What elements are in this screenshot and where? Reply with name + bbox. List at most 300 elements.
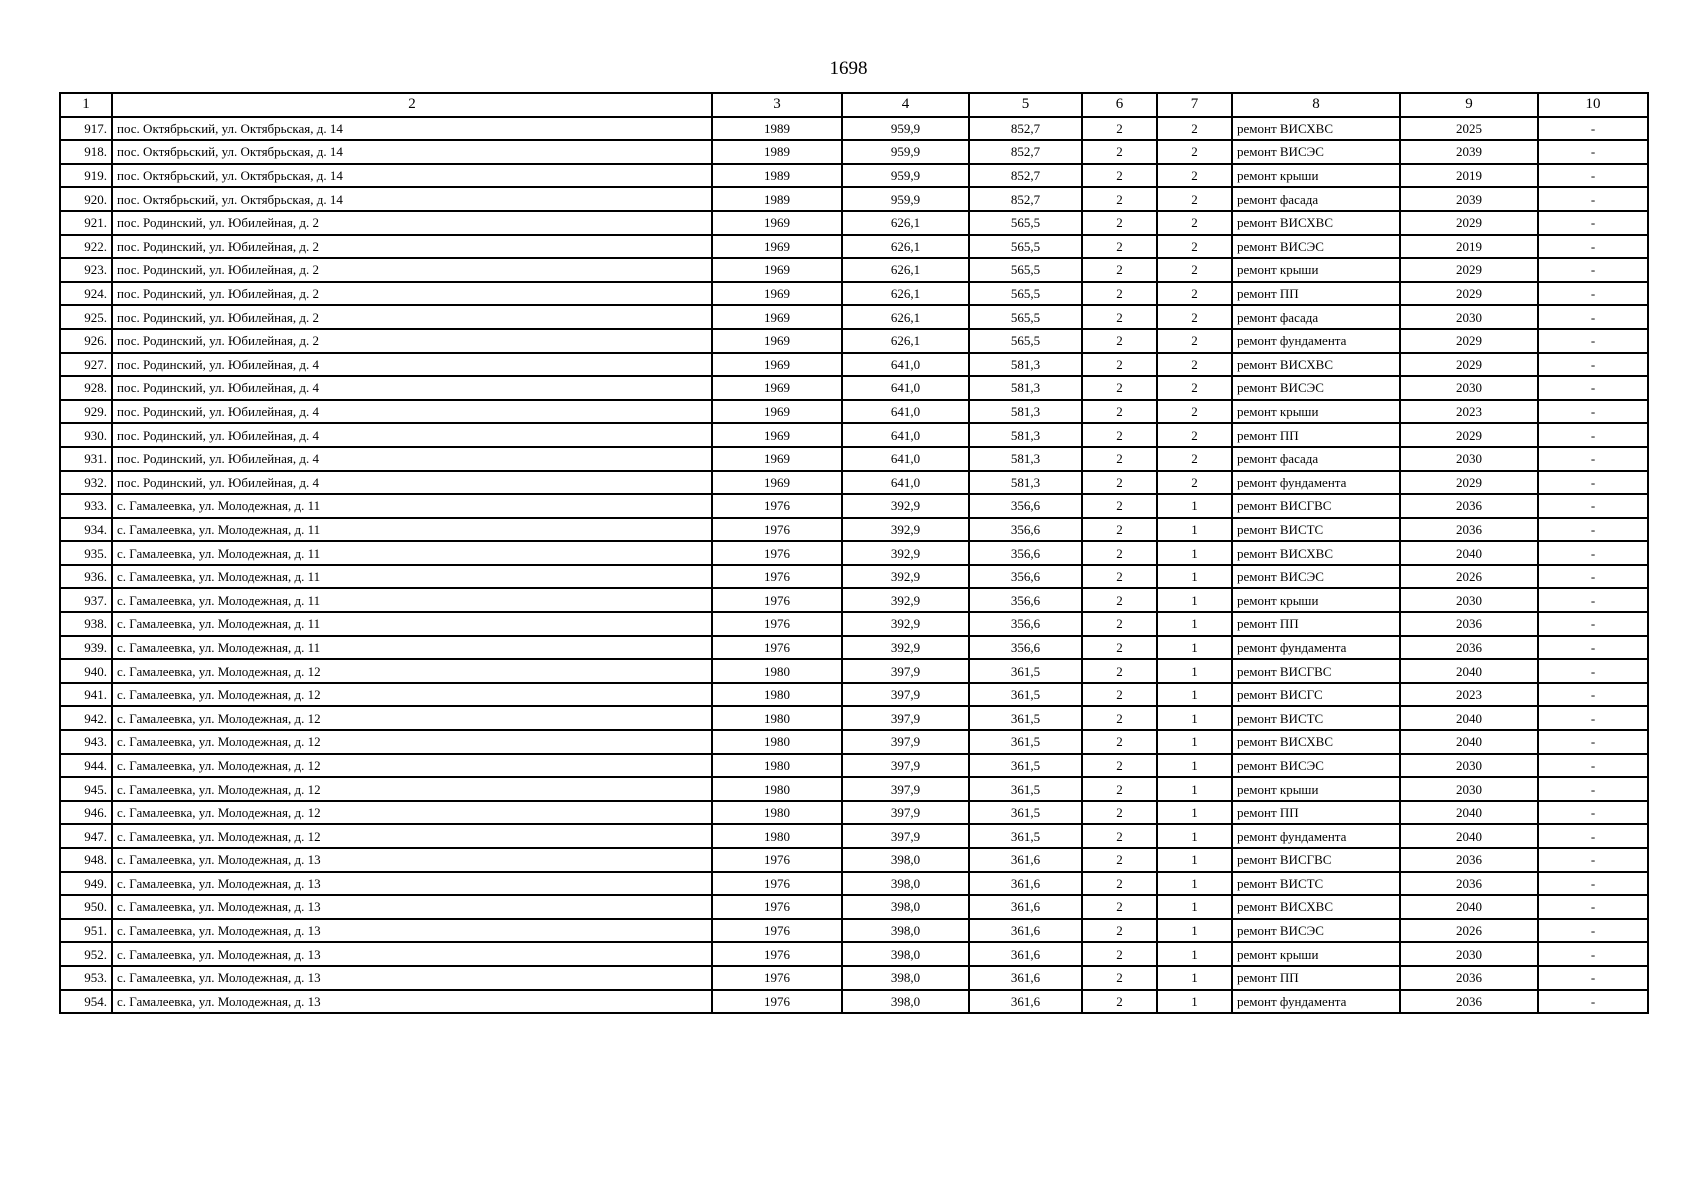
cell-work-type: ремонт фундамента [1232,329,1400,353]
cell-total-area: 641,0 [842,471,969,495]
cell-year-built: 1976 [712,966,842,990]
cell-column-10-value: - [1538,872,1648,896]
cell-address: пос. Октябрьский, ул. Октябрьская, д. 14 [112,117,712,141]
cell-total-area: 641,0 [842,423,969,447]
cell-total-area: 398,0 [842,848,969,872]
cell-planned-year: 2036 [1400,990,1538,1014]
cell-column-10-value: - [1538,471,1648,495]
cell-living-area: 356,6 [969,612,1082,636]
cell-entrances: 2 [1157,329,1232,353]
cell-row-number: 944. [60,754,112,778]
table-row [60,187,1648,211]
cell-address: пос. Родинский, ул. Юбилейная, д. 2 [112,282,712,306]
cell-planned-year: 2029 [1400,423,1538,447]
cell-row-number: 947. [60,824,112,848]
cell-work-type: ремонт фундамента [1232,471,1400,495]
cell-row-number: 924. [60,282,112,306]
cell-work-type: ремонт ПП [1232,966,1400,990]
cell-column-10-value: - [1538,353,1648,377]
cell-row-number: 949. [60,872,112,896]
cell-entrances: 1 [1157,565,1232,589]
cell-address: пос. Родинский, ул. Юбилейная, д. 4 [112,353,712,377]
cell-living-area: 361,5 [969,801,1082,825]
cell-planned-year: 2019 [1400,235,1538,259]
cell-living-area: 565,5 [969,282,1082,306]
cell-total-area: 626,1 [842,305,969,329]
cell-column-10-value: - [1538,966,1648,990]
cell-work-type: ремонт ВИСТС [1232,872,1400,896]
table-body [60,93,1648,1013]
cell-year-built: 1969 [712,329,842,353]
cell-entrances: 1 [1157,942,1232,966]
cell-column-10-value: - [1538,895,1648,919]
cell-row-number: 930. [60,423,112,447]
cell-living-area: 356,6 [969,588,1082,612]
cell-total-area: 397,9 [842,659,969,683]
cell-work-type: ремонт фасада [1232,447,1400,471]
cell-planned-year: 2040 [1400,801,1538,825]
cell-column-10-value: - [1538,376,1648,400]
cell-planned-year: 2039 [1400,187,1538,211]
cell-entrances: 1 [1157,919,1232,943]
cell-year-built: 1976 [712,990,842,1014]
cell-work-type: ремонт ПП [1232,801,1400,825]
cell-planned-year: 2036 [1400,966,1538,990]
cell-work-type: ремонт ВИСЭС [1232,140,1400,164]
cell-entrances: 1 [1157,612,1232,636]
cell-year-built: 1976 [712,895,842,919]
cell-row-number: 936. [60,565,112,589]
cell-column-10-value: - [1538,494,1648,518]
cell-entrances: 2 [1157,164,1232,188]
cell-floors: 2 [1082,140,1157,164]
cell-year-built: 1980 [712,754,842,778]
cell-living-area: 852,7 [969,164,1082,188]
cell-row-number: 919. [60,164,112,188]
cell-total-area: 392,9 [842,541,969,565]
cell-living-area: 361,5 [969,706,1082,730]
cell-floors: 2 [1082,353,1157,377]
repair-schedule-table [59,92,1649,1014]
cell-address: пос. Родинский, ул. Юбилейная, д. 2 [112,329,712,353]
cell-column-10-value: - [1538,518,1648,542]
cell-column-10-value: - [1538,754,1648,778]
cell-floors: 2 [1082,235,1157,259]
cell-entrances: 1 [1157,801,1232,825]
cell-address: с. Гамалеевка, ул. Молодежная, д. 13 [112,990,712,1014]
cell-planned-year: 2030 [1400,447,1538,471]
cell-living-area: 361,5 [969,824,1082,848]
cell-entrances: 1 [1157,706,1232,730]
cell-address: с. Гамалеевка, ул. Молодежная, д. 13 [112,919,712,943]
cell-floors: 2 [1082,919,1157,943]
cell-entrances: 1 [1157,659,1232,683]
table-row [60,211,1648,235]
cell-living-area: 361,6 [969,895,1082,919]
table-row [60,140,1648,164]
cell-planned-year: 2040 [1400,895,1538,919]
cell-work-type: ремонт крыши [1232,588,1400,612]
cell-planned-year: 2040 [1400,541,1538,565]
cell-entrances: 2 [1157,376,1232,400]
cell-floors: 2 [1082,872,1157,896]
cell-total-area: 641,0 [842,447,969,471]
cell-address: с. Гамалеевка, ул. Молодежная, д. 12 [112,754,712,778]
cell-row-number: 918. [60,140,112,164]
cell-floors: 2 [1082,187,1157,211]
cell-total-area: 397,9 [842,824,969,848]
table-row [60,872,1648,896]
cell-living-area: 581,3 [969,353,1082,377]
table-row [60,777,1648,801]
cell-floors: 2 [1082,966,1157,990]
cell-planned-year: 2019 [1400,164,1538,188]
cell-work-type: ремонт фундамента [1232,990,1400,1014]
cell-address: пос. Родинский, ул. Юбилейная, д. 4 [112,400,712,424]
cell-address: с. Гамалеевка, ул. Молодежная, д. 13 [112,895,712,919]
cell-address: с. Гамалеевка, ул. Молодежная, д. 12 [112,824,712,848]
cell-row-number: 941. [60,683,112,707]
cell-living-area: 361,5 [969,754,1082,778]
table-row [60,730,1648,754]
table-row [60,541,1648,565]
cell-address: с. Гамалеевка, ул. Молодежная, д. 11 [112,494,712,518]
cell-entrances: 1 [1157,990,1232,1014]
cell-floors: 2 [1082,329,1157,353]
table-row [60,329,1648,353]
cell-column-10-value: - [1538,447,1648,471]
table-row [60,612,1648,636]
cell-planned-year: 2030 [1400,305,1538,329]
cell-work-type: ремонт ВИСЭС [1232,376,1400,400]
cell-address: с. Гамалеевка, ул. Молодежная, д. 11 [112,565,712,589]
cell-address: пос. Родинский, ул. Юбилейная, д. 2 [112,235,712,259]
cell-column-10-value: - [1538,730,1648,754]
cell-planned-year: 2030 [1400,754,1538,778]
cell-work-type: ремонт ВИСГВС [1232,494,1400,518]
cell-living-area: 852,7 [969,140,1082,164]
cell-column-10-value: - [1538,612,1648,636]
cell-total-area: 626,1 [842,258,969,282]
cell-address: с. Гамалеевка, ул. Молодежная, д. 13 [112,872,712,896]
cell-living-area: 361,5 [969,683,1082,707]
cell-column-10-value: - [1538,565,1648,589]
column-header: 1 [60,93,112,117]
cell-row-number: 928. [60,376,112,400]
cell-living-area: 361,6 [969,872,1082,896]
cell-address: пос. Родинский, ул. Юбилейная, д. 2 [112,258,712,282]
table-row [60,117,1648,141]
cell-address: пос. Родинский, ул. Юбилейная, д. 4 [112,471,712,495]
cell-row-number: 925. [60,305,112,329]
cell-work-type: ремонт ВИСЭС [1232,235,1400,259]
cell-work-type: ремонт ВИСХВС [1232,541,1400,565]
cell-entrances: 1 [1157,494,1232,518]
cell-work-type: ремонт ВИСГС [1232,683,1400,707]
cell-row-number: 917. [60,117,112,141]
cell-work-type: ремонт ВИСХВС [1232,895,1400,919]
cell-total-area: 959,9 [842,187,969,211]
cell-row-number: 950. [60,895,112,919]
cell-address: пос. Родинский, ул. Юбилейная, д. 2 [112,211,712,235]
cell-row-number: 952. [60,942,112,966]
cell-column-10-value: - [1538,258,1648,282]
cell-entrances: 2 [1157,423,1232,447]
cell-year-built: 1980 [712,683,842,707]
cell-living-area: 581,3 [969,423,1082,447]
cell-row-number: 931. [60,447,112,471]
cell-year-built: 1980 [712,824,842,848]
cell-total-area: 397,9 [842,730,969,754]
cell-column-10-value: - [1538,706,1648,730]
cell-address: пос. Родинский, ул. Юбилейная, д. 4 [112,447,712,471]
cell-year-built: 1976 [712,588,842,612]
cell-work-type: ремонт ВИСГВС [1232,659,1400,683]
cell-living-area: 361,5 [969,730,1082,754]
cell-column-10-value: - [1538,282,1648,306]
cell-year-built: 1976 [712,942,842,966]
cell-year-built: 1989 [712,164,842,188]
cell-total-area: 641,0 [842,353,969,377]
cell-living-area: 565,5 [969,329,1082,353]
cell-living-area: 356,6 [969,636,1082,660]
table-row [60,258,1648,282]
cell-living-area: 852,7 [969,117,1082,141]
cell-year-built: 1969 [712,258,842,282]
cell-planned-year: 2030 [1400,376,1538,400]
cell-planned-year: 2029 [1400,353,1538,377]
cell-work-type: ремонт крыши [1232,942,1400,966]
column-header: 6 [1082,93,1157,117]
table-row [60,942,1648,966]
cell-column-10-value: - [1538,423,1648,447]
cell-year-built: 1969 [712,376,842,400]
cell-total-area: 959,9 [842,164,969,188]
cell-work-type: ремонт ВИСХВС [1232,117,1400,141]
column-header: 4 [842,93,969,117]
cell-total-area: 392,9 [842,494,969,518]
cell-entrances: 1 [1157,683,1232,707]
cell-entrances: 1 [1157,730,1232,754]
cell-planned-year: 2040 [1400,706,1538,730]
cell-entrances: 2 [1157,471,1232,495]
cell-floors: 2 [1082,659,1157,683]
cell-floors: 2 [1082,400,1157,424]
cell-planned-year: 2025 [1400,117,1538,141]
cell-work-type: ремонт ВИСГВС [1232,848,1400,872]
cell-work-type: ремонт ВИСХВС [1232,730,1400,754]
cell-address: пос. Родинский, ул. Юбилейная, д. 4 [112,376,712,400]
column-header: 9 [1400,93,1538,117]
table-row [60,801,1648,825]
table-row [60,824,1648,848]
cell-total-area: 392,9 [842,588,969,612]
table-header-row [60,93,1648,117]
table-row [60,400,1648,424]
cell-year-built: 1980 [712,706,842,730]
cell-living-area: 361,5 [969,659,1082,683]
cell-living-area: 356,6 [969,518,1082,542]
cell-work-type: ремонт ПП [1232,612,1400,636]
cell-total-area: 398,0 [842,942,969,966]
table-row [60,376,1648,400]
cell-row-number: 940. [60,659,112,683]
cell-floors: 2 [1082,211,1157,235]
cell-total-area: 959,9 [842,117,969,141]
cell-entrances: 1 [1157,966,1232,990]
table-row [60,518,1648,542]
cell-year-built: 1969 [712,471,842,495]
cell-address: пос. Октябрьский, ул. Октябрьская, д. 14 [112,140,712,164]
cell-living-area: 581,3 [969,447,1082,471]
cell-living-area: 852,7 [969,187,1082,211]
cell-row-number: 945. [60,777,112,801]
cell-entrances: 1 [1157,541,1232,565]
cell-row-number: 922. [60,235,112,259]
cell-living-area: 581,3 [969,376,1082,400]
cell-year-built: 1989 [712,140,842,164]
cell-address: с. Гамалеевка, ул. Молодежная, д. 11 [112,541,712,565]
cell-address: с. Гамалеевка, ул. Молодежная, д. 13 [112,966,712,990]
column-header: 2 [112,93,712,117]
table-row [60,966,1648,990]
cell-column-10-value: - [1538,801,1648,825]
cell-year-built: 1976 [712,612,842,636]
cell-entrances: 2 [1157,258,1232,282]
table-row [60,683,1648,707]
cell-year-built: 1989 [712,187,842,211]
cell-work-type: ремонт ВИСХВС [1232,353,1400,377]
cell-entrances: 1 [1157,895,1232,919]
cell-floors: 2 [1082,305,1157,329]
column-header: 3 [712,93,842,117]
cell-row-number: 934. [60,518,112,542]
cell-row-number: 954. [60,990,112,1014]
cell-floors: 2 [1082,706,1157,730]
cell-floors: 2 [1082,754,1157,778]
cell-entrances: 2 [1157,117,1232,141]
cell-entrances: 2 [1157,282,1232,306]
cell-column-10-value: - [1538,305,1648,329]
table-row [60,447,1648,471]
cell-floors: 2 [1082,990,1157,1014]
cell-work-type: ремонт ВИСТС [1232,518,1400,542]
cell-planned-year: 2029 [1400,329,1538,353]
cell-floors: 2 [1082,612,1157,636]
cell-floors: 2 [1082,942,1157,966]
cell-year-built: 1976 [712,872,842,896]
cell-work-type: ремонт фасада [1232,305,1400,329]
cell-address: с. Гамалеевка, ул. Молодежная, д. 11 [112,588,712,612]
cell-total-area: 392,9 [842,518,969,542]
cell-total-area: 392,9 [842,636,969,660]
table-row [60,164,1648,188]
cell-work-type: ремонт ВИСЭС [1232,565,1400,589]
table-row [60,471,1648,495]
cell-work-type: ремонт крыши [1232,164,1400,188]
cell-entrances: 2 [1157,305,1232,329]
cell-total-area: 641,0 [842,400,969,424]
cell-row-number: 927. [60,353,112,377]
table-row [60,754,1648,778]
cell-living-area: 356,6 [969,565,1082,589]
cell-floors: 2 [1082,376,1157,400]
cell-total-area: 641,0 [842,376,969,400]
cell-column-10-value: - [1538,140,1648,164]
cell-address: с. Гамалеевка, ул. Молодежная, д. 13 [112,848,712,872]
cell-address: с. Гамалеевка, ул. Молодежная, д. 12 [112,683,712,707]
cell-total-area: 398,0 [842,895,969,919]
cell-address: с. Гамалеевка, ул. Молодежная, д. 11 [112,636,712,660]
cell-living-area: 565,5 [969,305,1082,329]
cell-floors: 2 [1082,636,1157,660]
cell-year-built: 1976 [712,565,842,589]
cell-year-built: 1976 [712,494,842,518]
cell-row-number: 923. [60,258,112,282]
cell-year-built: 1980 [712,801,842,825]
cell-planned-year: 2029 [1400,282,1538,306]
cell-total-area: 626,1 [842,211,969,235]
cell-planned-year: 2036 [1400,872,1538,896]
cell-address: с. Гамалеевка, ул. Молодежная, д. 12 [112,730,712,754]
cell-row-number: 943. [60,730,112,754]
cell-total-area: 392,9 [842,565,969,589]
table-row [60,305,1648,329]
table-row [60,706,1648,730]
cell-total-area: 398,0 [842,919,969,943]
cell-year-built: 1969 [712,211,842,235]
cell-floors: 2 [1082,848,1157,872]
cell-work-type: ремонт крыши [1232,258,1400,282]
cell-work-type: ремонт ПП [1232,423,1400,447]
cell-living-area: 361,6 [969,919,1082,943]
table-row [60,919,1648,943]
cell-year-built: 1976 [712,848,842,872]
cell-total-area: 397,9 [842,706,969,730]
cell-total-area: 626,1 [842,235,969,259]
cell-year-built: 1969 [712,235,842,259]
cell-planned-year: 2036 [1400,494,1538,518]
cell-year-built: 1980 [712,777,842,801]
cell-total-area: 398,0 [842,990,969,1014]
cell-total-area: 626,1 [842,329,969,353]
cell-floors: 2 [1082,471,1157,495]
cell-planned-year: 2036 [1400,848,1538,872]
cell-column-10-value: - [1538,659,1648,683]
cell-column-10-value: - [1538,942,1648,966]
cell-entrances: 1 [1157,754,1232,778]
cell-entrances: 2 [1157,211,1232,235]
cell-planned-year: 2026 [1400,565,1538,589]
cell-column-10-value: - [1538,683,1648,707]
cell-work-type: ремонт крыши [1232,400,1400,424]
cell-work-type: ремонт ВИСХВС [1232,211,1400,235]
cell-total-area: 397,9 [842,754,969,778]
cell-living-area: 361,6 [969,848,1082,872]
table-row [60,588,1648,612]
cell-planned-year: 2030 [1400,942,1538,966]
cell-work-type: ремонт фундамента [1232,636,1400,660]
cell-column-10-value: - [1538,117,1648,141]
cell-entrances: 2 [1157,400,1232,424]
cell-living-area: 356,6 [969,541,1082,565]
table-row [60,895,1648,919]
cell-floors: 2 [1082,565,1157,589]
cell-floors: 2 [1082,895,1157,919]
cell-column-10-value: - [1538,164,1648,188]
cell-floors: 2 [1082,117,1157,141]
cell-work-type: ремонт крыши [1232,777,1400,801]
